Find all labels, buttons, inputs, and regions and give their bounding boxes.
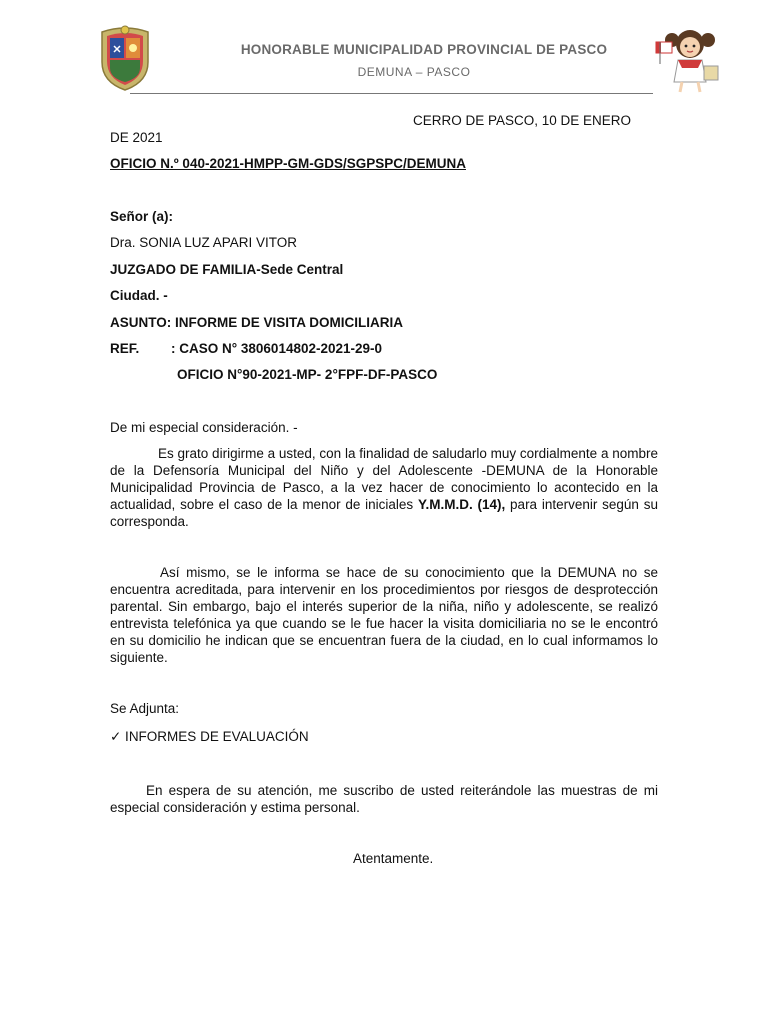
attachment-label: Se Adjunta:: [110, 701, 180, 716]
date-line: CERRO DE PASCO, 10 DE ENERO: [413, 113, 632, 128]
body-paragraph-1: [110, 445, 658, 530]
recipient-city: Ciudad. -: [110, 288, 168, 303]
organization-name: HONORABLE MUNICIPALIDAD PROVINCIAL DE PASCO: [240, 42, 608, 57]
subject-line: ASUNTO: INFORME DE VISITA DOMICILIARIA: [110, 315, 403, 330]
date-line-year: DE 2021: [110, 130, 163, 145]
header-divider: [130, 93, 653, 94]
reference-case: : CASO N° 3806014802-2021-29-0: [171, 341, 383, 356]
attachment-item: ✓ INFORMES DE EVALUACIÓN: [110, 729, 309, 744]
closing-paragraph: En espera de su atención, me suscribo de usted reiterándole las muestras de mi especial consideración y estima personal.: [110, 783, 658, 815]
recipient-office: JUZGADO DE FAMILIA-Sede Central: [110, 262, 344, 277]
organization-subtitle: DEMUNA – PASCO: [357, 65, 471, 79]
body-paragraph-1-part-1: Es grato dirigirme a usted, con la finalidad de saludarlo muy cordialmente a nombre de la Defensoría Municipal del Niño y del Adolescente -DEMUNA de la Honorable Municipalidad Provincia de Pasco, a la vez hacer de conocimiento lo acontecido en la actualidad, sobre el caso de la menor de iniciales: [110, 446, 658, 512]
demuna-child-mascot-icon: [648, 24, 732, 96]
reference-label: REF.: [110, 341, 140, 356]
salutation: Señor (a):: [110, 209, 174, 224]
body-paragraph-2: Así mismo, se le informa se hace de su conocimiento que la DEMUNA no se encuentra acreditada, para intervenir en los procedimientos por riesgos de desprotección parental. Sin embargo, bajo el interés superior de la niña, niño y adolescente, se realizó entrevista telefónica ya que cuando se le fue hacer la visita domiciliaria no se le encontró en su domicilio he indican que se encuentran fuera de la ciudad, en lo cual informamos lo siguiente.: [110, 565, 658, 665]
greeting: De mi especial consideración. -: [110, 420, 298, 435]
oficio-number: OFICIO N.º 040-2021-HMPP-GM-GDS/SGPSPC/DEMUNA: [110, 156, 466, 171]
municipal-crest-icon: [96, 24, 154, 92]
minor-initials: Y.M.M.D. (14),: [417, 497, 506, 512]
sign-off: Atentamente.: [353, 851, 434, 866]
reference-oficio: OFICIO N°90-2021-MP- 2°FPF-DF-PASCO: [177, 367, 438, 382]
recipient-name: Dra. SONIA LUZ APARI VITOR: [110, 235, 298, 250]
body-paragraph-1-part-2: para intervenir según su corresponda.: [110, 497, 658, 529]
